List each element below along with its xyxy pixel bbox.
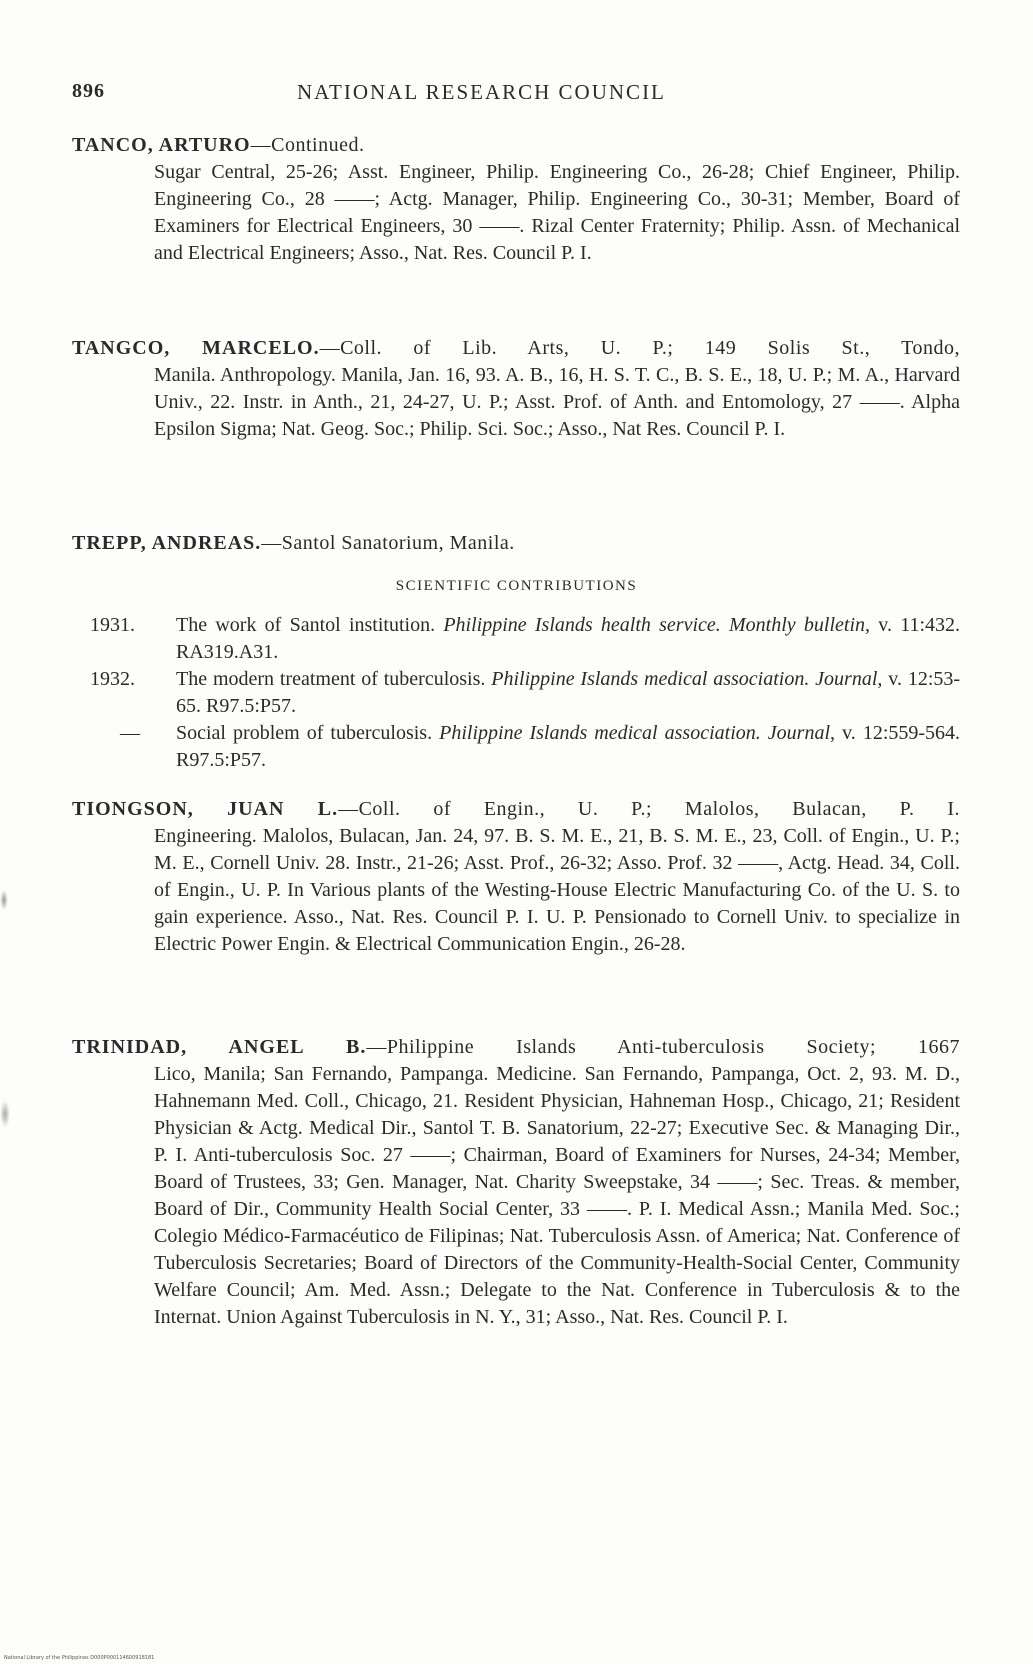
entry-name: TANGCO, MARCELO.	[72, 337, 320, 359]
contribution-item	[90, 720, 960, 774]
entry-first-line: —Coll. of Lib. Arts, U. P.; 149 Solis St., Tondo,	[319, 337, 960, 359]
contributions-list	[90, 612, 960, 774]
entry-text: Manila. Anthropology. Manila, Jan. 16, 93. A. B., 16, H. S. T. C., B. S. E., 18, U. P.; M. A., Harvard Univ., 22. Instr. in Anth., 21, 24-27, U. P.; Asst. Prof. of Anth. and Entomology, 27 ——. Alpha Epsilon Sigma; Nat. Geog. Soc.; Philip. Sci. Soc.; Asso., Nat Res. Council P. I.	[154, 364, 960, 440]
page-number: 896	[72, 80, 105, 102]
entry-first-line: —Philippine Islands Anti-tuberculosis Society; 1667	[366, 1036, 960, 1058]
contribution-year: 1932.	[90, 668, 135, 690]
running-title: NATIONAL RESEARCH COUNCIL	[297, 80, 666, 104]
entry-text: Lico, Manila; San Fernando, Pampanga. Medicine. San Fernando, Pampanga, Oct. 2, 93. M. D., Hahnemann Med. Coll., Chicago, 21. Resident Physician, Hahneman Hosp., Chicago, 21; Resident Physician & Actg. Medical Dir., Santol T. B. Sanatorium, 22-27; Executive Sec. & Managing Dir., P. I. Anti-tuberculosis Soc. 27 ——; Chairman, Board of Examiners for Nurses, 24-34; Member, Board of Trustees, 33; Gen. Manager, Nat. Charity Sweepstake, 34 ——; Sec. Treas. & member, Board of Dir., Community Health Social Center, 33 ——. P. I. Medical Assn.; Manila Med. Soc.; Colegio Médico-Farmacéutico de Filipinas; Nat. Tuberculosis Assn. of America; Nat. Conference of Tuberculosis Secretaries; Board of Directors of the Community-Health-Social Center, Community Welfare Council; Am. Med. Assn.; Delegate to the Nat. Conference in Tuberculosis & to the Internat. Union Against Tuberculosis in N. Y., 31; Asso., Nat. Res. Council P. I.	[154, 1063, 960, 1328]
contribution-title: The work of Santol institution.	[176, 614, 436, 636]
entry-tanco-arturo	[72, 132, 960, 267]
entry-text: Engineering. Malolos, Bulacan, Jan. 24, 97. B. S. M. E., 21, B. S. M. E., 23, Coll. of Engin., U. P.; M. E., Cornell Univ. 28. Instr., 21-26; Asst. Prof., 26-32; Asso. Prof. 32 ——, Actg. Head. 34, Coll. of Engin., U. P. In Various plants of the Westing-House Electric Manufacturing Co. of the U. S. to gain experience. Asso., Nat. Res. Council P. I. U. P. Pensionado to Cornell Univ. to specialize in Electric Power Engin. & Electrical Communication Engin., 26-28.	[154, 825, 960, 955]
contribution-title: The modern treatment of tuberculosis.	[176, 668, 486, 690]
entry-name: TRINIDAD, ANGEL B.	[72, 1036, 367, 1058]
contribution-ref: v. 11:432. RA319.A31.	[176, 614, 961, 663]
contribution-title: Social problem of tuberculosis.	[176, 722, 433, 744]
entry-tangco-marcelo	[72, 335, 960, 443]
entry-first-line: —Santol Sanatorium, Manila.	[261, 532, 515, 554]
contribution-item	[90, 666, 960, 720]
entry-first-line: —Continued.	[250, 134, 365, 156]
entry-trepp-andreas	[72, 530, 960, 557]
contribution-journal: Philippine Islands medical association. Journal,	[491, 668, 883, 690]
entry-name: TIONGSON, JUAN L.	[72, 798, 339, 820]
contribution-journal: Philippine Islands medical association. Journal,	[439, 722, 836, 744]
scan-smudge	[0, 1100, 10, 1128]
scan-smudge	[0, 890, 8, 910]
entry-first-line: —Coll. of Engin., U. P.; Malolos, Bulacan, P. I.	[338, 798, 960, 820]
entry-name: TANCO, ARTURO	[72, 134, 251, 156]
contribution-journal: Philippine Islands health service. Monthly bulletin,	[443, 614, 871, 636]
contribution-ref: v. 12:559-564. R97.5:P57.	[176, 722, 961, 771]
entry-name: TREPP, ANDREAS.	[72, 532, 262, 554]
entry-trinidad-angel	[72, 1034, 960, 1331]
contribution-year: —	[120, 722, 140, 744]
entry-text: Sugar Central, 25-26; Asst. Engineer, Philip. Engineering Co., 26-28; Chief Engineer, Philip. Engineering Co., 28 ——; Actg. Manager, Philip. Engineering Co., 30-31; Member, Board of Examiners for Electrical Engineers, 30 ——. Rizal Center Fraternity; Philip. Assn. of Mechanical and Electrical Engineers; Asso., Nat. Res. Council P. I.	[154, 161, 960, 264]
entry-tiongson-juan	[72, 796, 960, 958]
section-title: SCIENTIFIC CONTRIBUTIONS	[395, 578, 638, 594]
contribution-year: 1931.	[90, 614, 135, 636]
contribution-item	[90, 612, 960, 666]
page-header	[72, 80, 772, 110]
contribution-ref: v. 12:53-65. R97.5:P57.	[176, 668, 961, 717]
scan-footer: National Library of the Philippines D000P000114600918181	[4, 1655, 155, 1661]
